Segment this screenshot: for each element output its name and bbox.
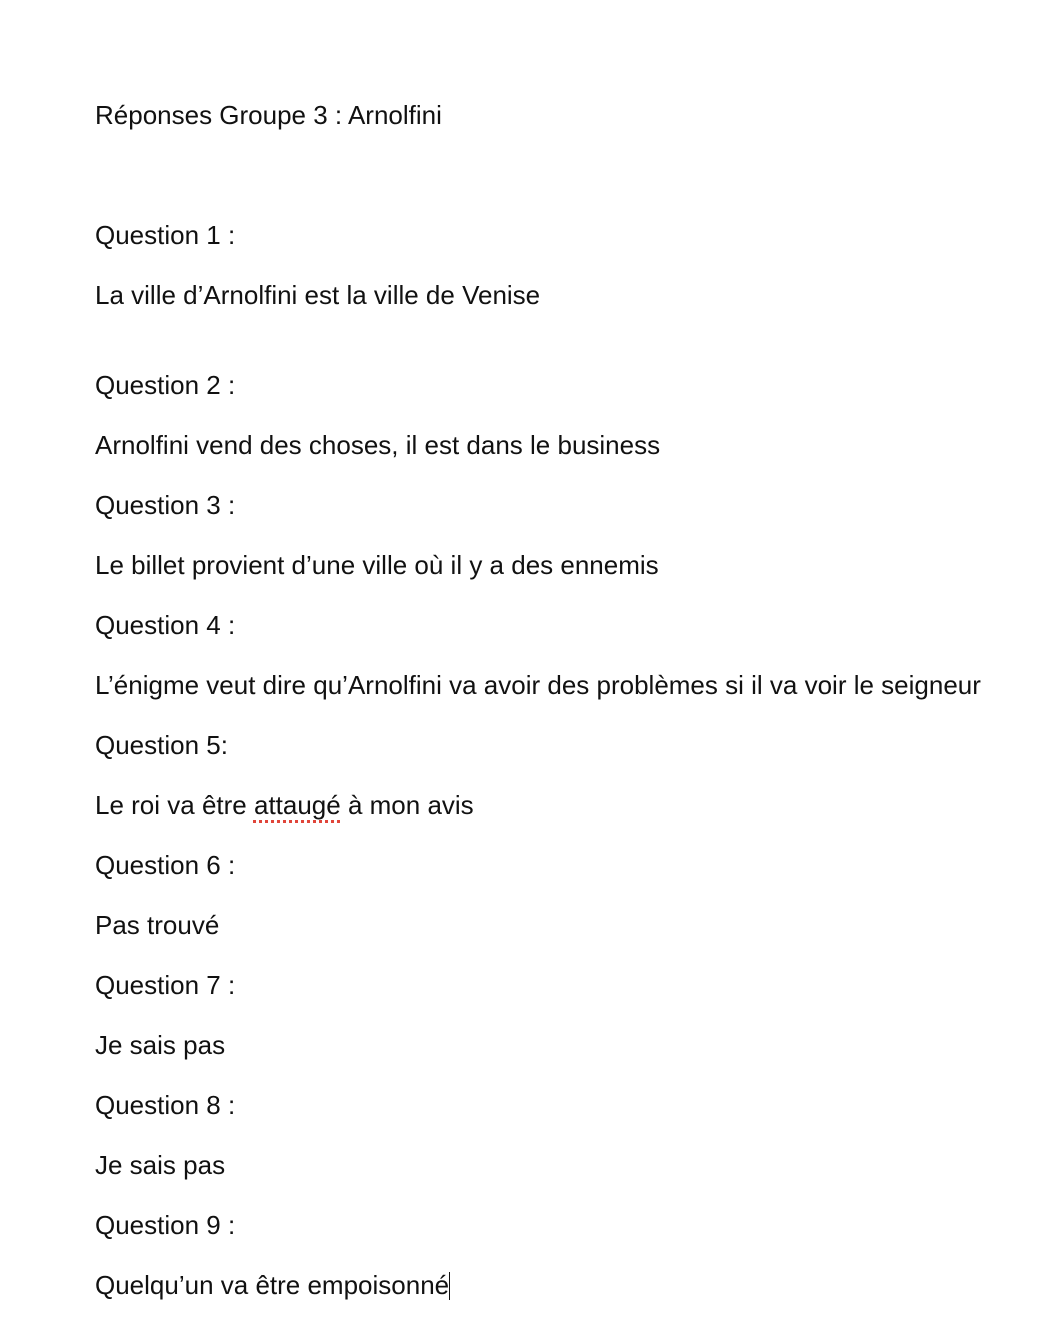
question-3-answer: Le billet provient d’une ville où il y a des ennemis [95, 550, 659, 580]
question-5-answer-start: Le roi va être [95, 790, 254, 820]
question-2-answer: Arnolfini vend des choses, il est dans le business [95, 430, 661, 460]
question-1-answer: La ville d’Arnolfini est la ville de Venise [95, 280, 541, 310]
document-title: Réponses Groupe 3 : Arnolfini [95, 100, 442, 130]
question-4-label: Question 4 : [95, 610, 236, 640]
text-cursor [449, 1272, 450, 1300]
question-5-answer [95, 788, 474, 822]
misspelled-word[interactable]: attaugé [253, 790, 341, 820]
question-9-answer-line[interactable] [95, 1268, 450, 1302]
question-6-answer: Pas trouvé [95, 910, 220, 940]
question-8-answer: Je sais pas [95, 1150, 226, 1180]
question-7-label: Question 7 : [95, 970, 236, 1000]
question-7-answer: Je sais pas [95, 1030, 226, 1060]
question-6-label: Question 6 : [95, 850, 236, 880]
question-9-label: Question 9 : [95, 1210, 236, 1240]
question-3-label: Question 3 : [95, 490, 236, 520]
question-2-label: Question 2 : [95, 370, 236, 400]
question-8-label: Question 8 : [95, 1090, 236, 1120]
question-5-answer-end: à mon avis [340, 790, 474, 820]
question-4-answer: L’énigme veut dire qu’Arnolfini va avoir des problèmes si il va voir le seigneur [95, 670, 981, 700]
question-9-answer: Quelqu’un va être empoisonné [95, 1270, 450, 1300]
question-1-label: Question 1 : [95, 220, 236, 250]
question-5-label: Question 5: [95, 730, 228, 760]
